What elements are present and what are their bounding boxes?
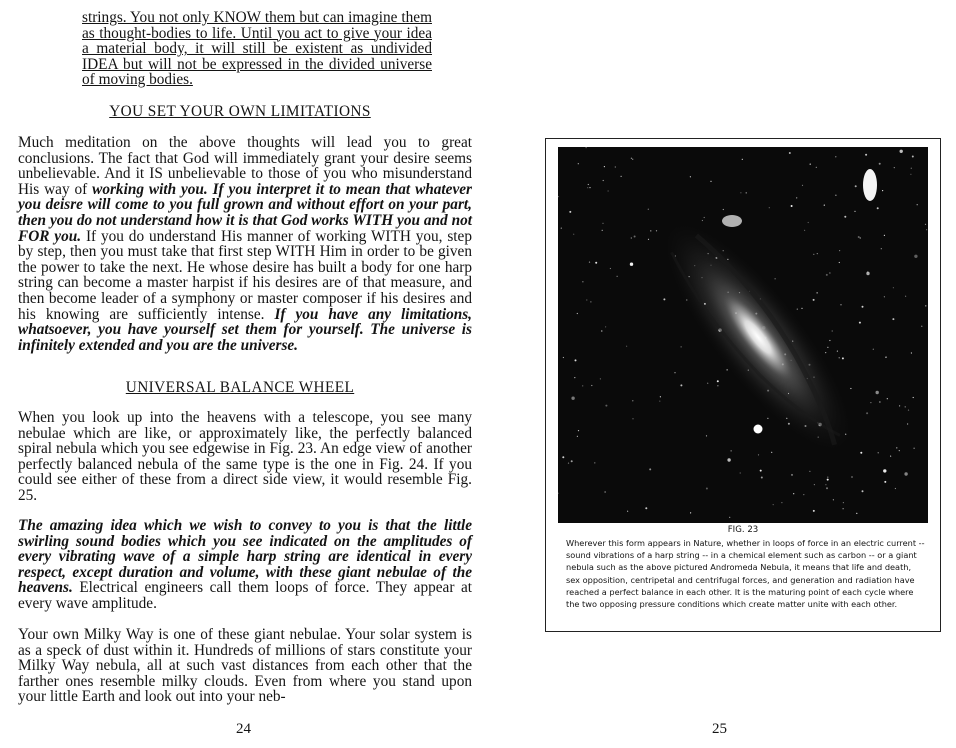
star-dot: [833, 499, 834, 500]
star-dot: [895, 488, 896, 489]
star-dot: [591, 385, 592, 386]
star-dot: [791, 205, 793, 207]
star-dot: [690, 512, 691, 513]
star-dot: [717, 385, 718, 386]
star-dot: [575, 359, 577, 361]
star-dot: [710, 181, 711, 182]
star-dot: [866, 272, 869, 275]
andromeda-nebula-photo: [558, 147, 928, 523]
star-dot: [873, 349, 874, 350]
star-dot: [630, 263, 633, 266]
star-dot: [842, 357, 844, 359]
star-dot: [885, 357, 886, 358]
star-dot: [911, 168, 912, 169]
star-dot: [832, 330, 833, 331]
star-dot: [866, 412, 868, 414]
star-dot: [775, 278, 776, 279]
star-dot: [899, 450, 900, 451]
star-dot: [879, 163, 881, 165]
star-dot: [908, 410, 909, 411]
star-dot: [571, 460, 573, 462]
star-dot: [578, 163, 579, 164]
star-dot: [589, 187, 590, 188]
star-dot: [631, 158, 632, 159]
star-dot: [827, 479, 829, 481]
star-dot: [865, 154, 867, 156]
star-dot: [816, 167, 817, 168]
companion-galaxy-faint: [722, 215, 742, 227]
star-dot: [632, 159, 633, 160]
heading-own-limitations: YOU SET YOUR OWN LIMITATIONS: [109, 103, 371, 120]
star-dot: [907, 423, 908, 424]
star-dot: [761, 477, 763, 479]
star-dot: [877, 207, 879, 209]
limitations-paragraph: [18, 135, 472, 353]
star-dot: [663, 298, 665, 300]
star-dot: [862, 306, 864, 308]
star-dot: [926, 229, 927, 230]
star-dot: [742, 159, 743, 160]
star-dot: [608, 190, 609, 191]
star-dot: [917, 204, 918, 205]
star-dot: [894, 167, 895, 168]
star-dot: [594, 462, 595, 463]
star-dot: [839, 250, 840, 251]
star-dot: [582, 281, 583, 282]
star-dot: [802, 185, 803, 186]
star-dot: [899, 405, 900, 406]
star-dot: [914, 255, 917, 258]
star-dot: [843, 502, 844, 503]
star-dot: [911, 352, 912, 353]
star-dot: [893, 287, 894, 288]
star-dot: [650, 230, 651, 231]
star-dot: [603, 180, 604, 181]
star-dot: [881, 248, 882, 249]
star-dot: [573, 234, 574, 235]
star-dot: [925, 224, 926, 225]
figure-label: FIG. 23: [727, 525, 759, 535]
star-dot: [648, 209, 649, 210]
star-dot: [617, 276, 618, 277]
star-dot: [631, 237, 632, 238]
star-dot: [659, 401, 660, 402]
star-dot: [588, 184, 589, 185]
star-dot: [843, 508, 844, 509]
star-dot: [731, 450, 732, 451]
star-dot: [569, 211, 571, 213]
star-dot: [634, 236, 636, 238]
star-dot: [925, 305, 926, 306]
star-dot: [913, 397, 914, 398]
star-dot: [912, 156, 914, 158]
star-dot: [771, 452, 772, 453]
star-dot: [837, 351, 838, 352]
star-dot: [702, 220, 703, 221]
star-dot: [627, 511, 628, 512]
milky-way-paragraph: Your own Milky Way is one of these giant nebulae. Your solar system is as a speck of dust within it. Hundreds of millions of stars constitute your Milky Way nebula, all at such vast distances from each other that the farther ones resemble milky clouds. Even from where you stand upon your little Earth and look out into your neb-: [18, 626, 472, 706]
star-dot: [904, 472, 907, 475]
star-dot: [835, 195, 836, 196]
star-dot: [896, 447, 897, 448]
star-dot: [690, 176, 691, 177]
star-dot: [814, 484, 815, 485]
star-dot: [723, 209, 724, 210]
star-dot: [827, 347, 828, 348]
star-dot: [578, 430, 579, 431]
star-dot: [804, 230, 805, 231]
star-dot: [587, 187, 588, 188]
star-dot: [813, 254, 814, 255]
star-dot: [590, 301, 591, 302]
star-dot: [586, 147, 587, 148]
amazing-text-b: Electrical engineers call them loops of force. They appear at every wave amplitude.: [18, 579, 472, 612]
star-dot: [793, 493, 794, 494]
star-dot: [574, 377, 575, 378]
star-dot: [817, 292, 818, 293]
star-dot: [829, 340, 830, 341]
star-dot: [905, 296, 906, 297]
star-dot: [839, 357, 840, 358]
heading-balance-wheel: UNIVERSAL BALANCE WHEEL: [125, 379, 355, 396]
star-dot: [571, 397, 574, 400]
star-dot: [727, 458, 730, 461]
star-dot: [586, 299, 587, 300]
star-dot: [827, 477, 828, 478]
star-dot: [729, 517, 730, 518]
star-dot: [835, 156, 836, 157]
star-dot: [601, 330, 602, 331]
star-dot: [769, 207, 770, 208]
star-dot: [826, 274, 828, 276]
star-dot: [649, 468, 651, 470]
star-dot: [706, 435, 707, 436]
star-dot: [829, 272, 830, 273]
star-dot: [817, 253, 818, 254]
star-dot: [797, 309, 798, 310]
star-dot: [758, 454, 759, 455]
star-dot: [914, 448, 915, 449]
star-dot: [892, 318, 894, 320]
star-dot: [626, 346, 627, 347]
star-dot: [717, 380, 719, 382]
star-dot: [883, 469, 886, 472]
star-dot: [796, 197, 797, 198]
star-dot: [605, 326, 606, 327]
star-dot: [615, 166, 616, 167]
star-dot: [844, 216, 846, 218]
star-dot: [803, 494, 804, 495]
star-dot: [876, 391, 879, 394]
star-dot: [645, 507, 647, 509]
star-dot: [680, 384, 682, 386]
star-dot: [602, 223, 603, 224]
star-dot: [854, 211, 855, 212]
companion-galaxy-bright: [863, 169, 877, 201]
star-dot: [878, 452, 879, 453]
star-dot: [825, 352, 826, 353]
star-dot: [890, 456, 891, 457]
star-dot: [706, 488, 708, 490]
star-dot: [577, 313, 578, 314]
star-dot: [632, 400, 633, 401]
star-dot: [884, 296, 885, 297]
star-dot: [621, 176, 622, 177]
star-dot: [589, 262, 590, 263]
star-dot: [740, 192, 741, 193]
star-dot: [900, 150, 903, 153]
star-dot: [740, 472, 741, 473]
page-number-left: 24: [236, 721, 251, 737]
figure-caption: Wherever this form appears in Nature, whether in loops of force in an electric current -- sound vibrations of a harp string -- in a chemical element such as carbon -- or a giant nebula such as the above pictured Andromeda Nebula, it means that life and death, sex opposition, centripetal and centrifugal forces, and generation and radiation have reached a perfect balance in each other. It is the maturing point of each cycle where the two opposing pressure conditions which create matter unite with each other.: [566, 538, 925, 610]
star-dot: [789, 152, 791, 154]
star-dot: [656, 230, 657, 231]
amazing-text-a: The amazing idea which we wish to convey to you is that the little swirling sound bodies which you see indicated on the amplitudes of every vibrating wave of a simple harp string are identical in every respect, except duration and volume, with these giant nebulae of the heavens.: [18, 517, 472, 597]
star-dot: [850, 388, 851, 389]
page-number-right: 25: [712, 721, 727, 737]
star-dot: [824, 205, 825, 206]
star-dot: [604, 166, 605, 167]
star-dot: [855, 185, 857, 187]
star-dot: [858, 236, 860, 238]
star-dot: [860, 452, 862, 454]
star-dot: [905, 406, 906, 407]
limitations-text-c: If you do understand His manner of working WITH you, step by step, then you must take that first step WITH Him in order to be given the power to take the next. He whose desire has built a body for one harp string can become a master harpist if his desires are of that measure, and then become leader of a symphony or master composer if his desires and his knowing are sufficiently intense.: [18, 227, 472, 323]
star-dot: [862, 490, 864, 492]
star-dot: [791, 474, 793, 476]
star-dot: [610, 268, 611, 269]
star-dot: [910, 174, 911, 175]
star-dot: [674, 372, 675, 373]
star-dot: [813, 510, 815, 512]
limitations-text-b: working with you. If you interpret it to mean that whatever you deisre will come to you full grown and without effort on your part, then you do not understand how it is that God works WITH you and not FOR you.: [18, 180, 472, 245]
star-dot: [860, 237, 861, 238]
star-dot: [813, 299, 815, 301]
star-dot: [851, 476, 852, 477]
star-dot: [826, 487, 828, 489]
star-dot: [840, 304, 841, 305]
star-dot: [801, 308, 802, 309]
star-dot: [563, 357, 564, 358]
star-dot: [781, 502, 782, 503]
star-dot: [577, 436, 578, 437]
figure-frame: [545, 138, 941, 632]
intro-paragraph: strings. You not only KNOW them but can imagine them as thought-bodies to life. Until you act to give your idea a material body, it will still be existent as undivided IDEA but will not be expressed in the divided universe of moving bodies.: [82, 9, 432, 89]
star-dot: [825, 484, 826, 485]
star-dot: [568, 463, 569, 464]
star-dot: [887, 398, 888, 399]
star-dot: [884, 235, 885, 236]
star-dot: [562, 456, 564, 458]
star-dot: [859, 322, 861, 324]
bright-star: [754, 425, 763, 434]
right-page: [480, 0, 956, 748]
star-dot: [856, 513, 857, 514]
star-dot: [605, 491, 606, 492]
star-dot: [839, 262, 840, 263]
star-dot: [767, 418, 768, 419]
limitations-text-a: Much meditation on the above thoughts will lead you to great conclusions. The fact that God will immediately grant your desire seems unbelievable. And it IS unbelievable to those of you who misunderstand His way of: [18, 134, 472, 198]
star-dot: [882, 190, 883, 191]
star-dot: [704, 217, 705, 218]
star-dot: [870, 402, 871, 403]
star-dot: [600, 378, 601, 379]
star-dot: [879, 401, 880, 402]
star-dot: [648, 239, 649, 240]
star-dot: [808, 222, 809, 223]
star-dot: [660, 396, 661, 397]
star-dot: [809, 471, 810, 472]
star-dot: [632, 418, 633, 419]
star-dot: [773, 504, 774, 505]
star-dot: [602, 230, 603, 231]
star-dot: [760, 470, 762, 472]
star-dot: [605, 405, 607, 407]
star-dot: [921, 326, 922, 327]
star-dot: [561, 228, 562, 229]
star-dot: [681, 346, 682, 347]
balance-paragraph: When you look up into the heavens with a telescope, you see many nebulae which are like, or approximately like, the perfectly balanced spiral nebula which you see edgewise in Fig. 23. An edge view of another perfectly balanced nebula of the same type is the one in Fig. 24. If you could see either of these from a direct side view, it would resemble Fig. 25.: [18, 409, 472, 504]
amazing-paragraph: [18, 518, 472, 612]
star-dot: [707, 383, 708, 384]
star-dot: [884, 481, 886, 483]
star-dot: [582, 385, 583, 386]
limitations-text-d: If you have any limitations, whatsoever, you have yourself set them for yourself. The universe is infinitely extended and you are the universe.: [18, 305, 473, 354]
star-dot: [746, 192, 747, 193]
star-dot: [595, 262, 597, 264]
star-dot: [810, 164, 811, 165]
